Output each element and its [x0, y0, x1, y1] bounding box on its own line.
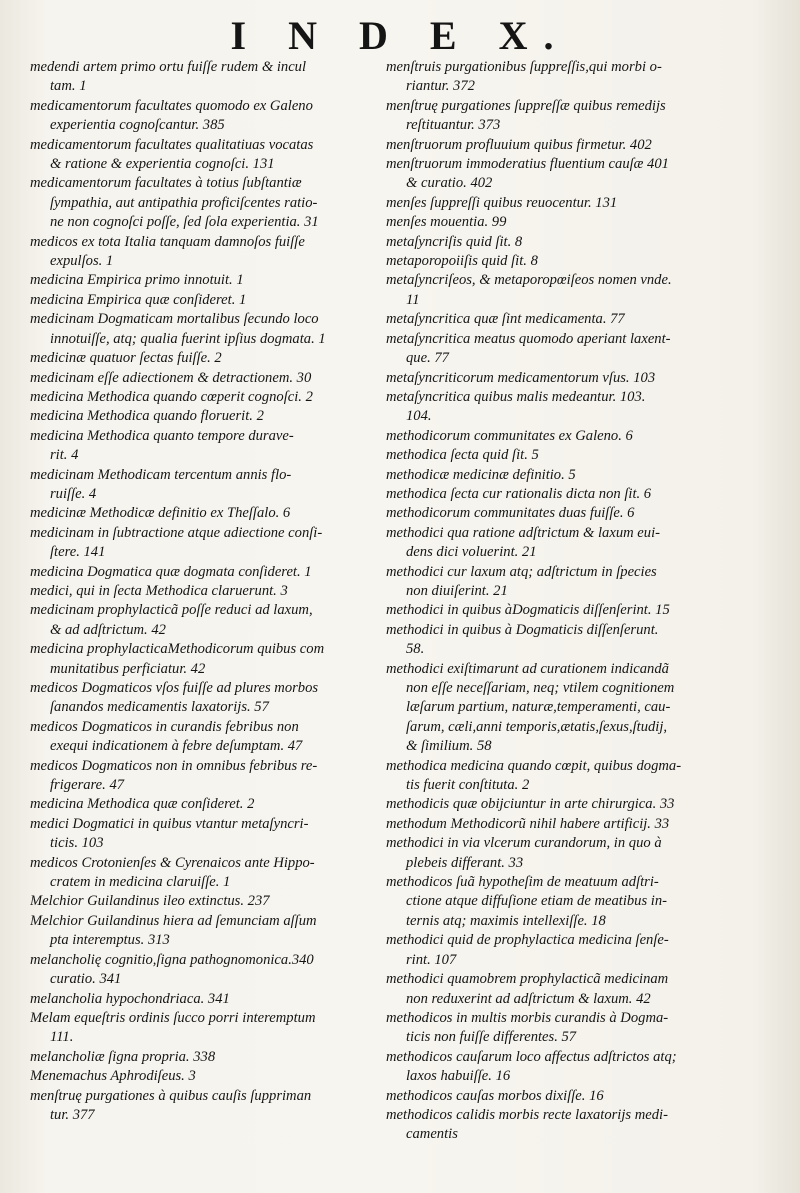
index-entry-continuation: frigerare. 47 [50, 777, 125, 794]
index-entry [386, 795, 714, 814]
index-entry-text: menſtruorum profluuium quibus firmetur. 402 [386, 136, 652, 153]
index-entry [30, 310, 378, 349]
index-entry-text: methodici in quibus à Dogmaticis diſſenſerunt. [386, 621, 659, 638]
index-entry [386, 233, 714, 252]
index-entry-text: menſes mouentia. 99 [386, 214, 507, 231]
index-entry-continuation: tur. 377 [50, 1106, 95, 1123]
index-entry-continuation: pta interemptus. 313 [50, 932, 170, 949]
index-entry-text: medicinam eſſe adiectionem & detractionem. 30 [30, 369, 312, 386]
index-entry-text: metaſyncritica quæ ſint medicamenta. 77 [386, 311, 625, 328]
index-entry-text: medicina Methodica quæ conſideret. 2 [30, 796, 255, 813]
index-entry-text: methodica ſecta quid ſit. 5 [386, 447, 539, 464]
index-entry-text: medicina Empirica quæ conſideret. 1 [30, 291, 247, 308]
index-entry-continuation: 58. [406, 641, 425, 658]
right-column [386, 58, 714, 1145]
index-entry-text: methodici qua ratione adſtrictum & laxum eui- [386, 524, 660, 541]
index-entry-continuation: experientia cognoſcantur. 385 [50, 117, 225, 134]
index-entry-continuation: non diuiſerint. 21 [406, 582, 508, 599]
index-entry [386, 330, 714, 369]
index-entry-text: medici Dogmatici in quibus vtantur metaſyncri- [30, 815, 309, 832]
index-entry [386, 504, 714, 523]
index-entry-text: melancholiæ ſigna propria. 338 [30, 1048, 216, 1065]
index-entry-continuation: 11 [406, 291, 420, 308]
index-entry-text: medici, qui in ſecta Methodica claruerunt. 3 [30, 582, 288, 599]
index-entry [30, 757, 378, 796]
index-entry-text: methodicæ medicinæ definitio. 5 [386, 466, 576, 483]
index-entry-continuation: ſanandos medicamentis laxatorijs. 57 [50, 699, 269, 716]
index-entry [386, 873, 714, 931]
index-entry [30, 640, 378, 679]
index-entry [386, 815, 714, 834]
index-entry [386, 310, 714, 329]
index-entry-text: methodici cur laxum atq; adſtrictum in ſpecies [386, 563, 657, 580]
index-entry-text: medicinam prophylacticã poſſe reduci ad laxum, [30, 602, 313, 619]
index-entry-text: methodum Methodicorũ nihil habere artificij. 33 [386, 815, 670, 832]
index-entry [30, 58, 378, 97]
index-entry [386, 446, 714, 465]
index-entry [30, 407, 378, 426]
index-entry-continuation: expulſos. 1 [50, 253, 114, 270]
index-entry-text: menſtruę purgationes à quibus cauſis ſuppriman [30, 1087, 312, 1104]
index-entry-text: metaſyncriſis quid ſit. 8 [386, 233, 523, 250]
index-entry [386, 485, 714, 504]
index-entry-continuation: & ad adſtrictum. 42 [50, 621, 166, 638]
index-entry-text: metaſyncritica meatus quomodo aperiant laxent- [386, 330, 671, 347]
index-entry-continuation: riantur. 372 [406, 78, 475, 95]
index-entry-text: medicos ex tota Italia tanquam damnoſos fuiſſe [30, 233, 305, 250]
index-entry-continuation: ternis atq; maximis intellexiſſe. 18 [406, 912, 606, 929]
index-entry-continuation: 104. [406, 408, 432, 425]
index-entry-text: Melam equeſtris ordinis ſucco porri interemptum [30, 1009, 316, 1026]
index-entry-text: Melchior Guilandinus hiera ad ſemunciam aſſum [30, 912, 317, 929]
index-entry [30, 912, 378, 951]
index-entry [386, 213, 714, 232]
index-entry-text: menſtruis purgationibus ſuppreſſis,qui morbi o- [386, 59, 662, 75]
index-entry-continuation: laxos habuiſſe. 16 [406, 1068, 511, 1085]
index-entry [30, 718, 378, 757]
index-entry-text: melancholię cognitio,ſigna pathognomonica.340 [30, 951, 314, 968]
index-entry-text: medicamentorum facultates qualitatiuas vocatas [30, 136, 314, 153]
index-entry [386, 757, 714, 796]
index-entry-text: methodici quamobrem prophylacticã medicinam [386, 971, 669, 988]
index-entry [386, 369, 714, 388]
index-entry-continuation: tis fuerit conſtituta. 2 [406, 777, 530, 794]
index-entry [30, 563, 378, 582]
index-entry [386, 660, 714, 757]
index-entry-continuation: ſympathia, aut antipathia proficiſcentes ratio- [50, 194, 318, 211]
index-entry [386, 1048, 714, 1087]
index-entry-text: medicamentorum facultates quomodo ex Galeno [30, 97, 313, 114]
index-entry [30, 582, 378, 601]
index-entry-text: menſes ſuppreſſi quibus reuocentur. 131 [386, 194, 618, 211]
index-entry [386, 1106, 714, 1145]
index-entry [386, 466, 714, 485]
index-entry-text: metaſyncriſeos, & metaporopœiſeos nomen vnde. [386, 272, 672, 289]
index-entry-continuation: que. 77 [406, 350, 449, 367]
index-entry-continuation: ruiſſe. 4 [50, 485, 97, 502]
index-entry-continuation: plebeis differant. 33 [406, 854, 524, 871]
index-entry-text: metaſyncriticorum medicamentorum vſus. 103 [386, 369, 656, 386]
index-entry-text: methodicos cauſas morbos dixiſſe. 16 [386, 1087, 604, 1104]
index-entry-text: medicina Methodica quanto tempore durave- [30, 427, 294, 444]
index-entry-continuation: innotuiſſe, atq; qualia fuerint ipſius dogmata. 1 [50, 330, 326, 347]
index-entry-text: menſtruę purgationes ſuppreſſæ quibus remedijs [386, 97, 666, 114]
index-entry [386, 601, 714, 620]
index-entry-text: medicos Dogmaticos non in omnibus febribus re- [30, 757, 318, 774]
index-entry-text: methodicorum communitates ex Galeno. 6 [386, 427, 633, 444]
index-entry-text: methodicorum communitates duas fuiſſe. 6 [386, 505, 635, 522]
index-entry-text: medendi artem primo ortu fuiſſe rudem & incul [30, 59, 307, 75]
index-entry [30, 97, 378, 136]
index-entry [386, 1009, 714, 1048]
index-entry [30, 990, 378, 1009]
index-entry-continuation: non reduxerint ad adſtrictum & laxum. 42 [406, 990, 651, 1007]
index-entry-text: Menemachus Aphrodiſeus. 3 [30, 1068, 196, 1085]
index-entry-continuation: ne non cognoſci poſſe, ſed ſola experientia. 31 [50, 214, 319, 231]
index-entry [386, 834, 714, 873]
index-entry [30, 349, 378, 368]
index-entry-continuation: non eſſe neceſſariam, neq; vtilem cognitionem [406, 680, 675, 696]
index-entry [30, 524, 378, 563]
index-entry-continuation: ticis non fuiſſe differentes. 57 [406, 1029, 577, 1046]
index-entry [30, 951, 378, 990]
index-entry [30, 1087, 378, 1126]
index-entry [386, 970, 714, 1009]
index-entry-continuation: munitatibus perficiatur. 42 [50, 660, 206, 677]
index-entry-continuation: exequi indicationem à febre deſumptam. 47 [50, 738, 303, 755]
index-entry-continuation: & ratione & experientia cognoſci. 131 [50, 156, 275, 173]
index-entry [386, 388, 714, 427]
index-entry-continuation: rint. 107 [406, 951, 457, 968]
index-entry [30, 601, 378, 640]
index-entry [30, 136, 378, 175]
index-entry-continuation: ſtere. 141 [50, 544, 106, 561]
index-entry-text: methodicos cauſarum loco affectus adſtrictos atq; [386, 1048, 677, 1065]
index-entry [30, 466, 378, 505]
index-entry-text: medicinam Methodicam tercentum annis flo- [30, 466, 292, 483]
index-entry [30, 388, 378, 407]
index-entry [30, 795, 378, 814]
index-entry [386, 563, 714, 602]
index-entry-text: medicamentorum facultates à totius ſubſtantiæ [30, 175, 302, 192]
index-entry [386, 427, 714, 446]
index-entry-continuation: læſarum partium, naturæ,temperamenti, cau- [406, 699, 671, 716]
index-entry-text: methodicis quæ obijciuntur in arte chirurgica. 33 [386, 796, 675, 813]
index-entry-text: medicina Empirica primo innotuit. 1 [30, 272, 244, 289]
index-entry-text: methodicos in multis morbis curandis à Dogma- [386, 1009, 669, 1026]
index-entry-text: medicina Methodica quando cœperit cognoſci. 2 [30, 388, 313, 405]
index-entry [30, 174, 378, 232]
index-entry-text: medicinam Dogmaticam mortalibus ſecundo loco [30, 311, 319, 328]
index-entry [30, 679, 378, 718]
index-entry-continuation: & ſimilium. 58 [406, 738, 492, 755]
index-entry [386, 1087, 714, 1106]
index-entry-continuation: & curatio. 402 [406, 175, 493, 192]
index-entry-text: medicos Dogmaticos vſos fuiſſe ad plures morbos [30, 680, 319, 696]
index-entry-text: melancholia hypochondriaca. 341 [30, 990, 230, 1007]
index-entry-text: medicinæ Methodicæ definitio ex Theſſalo. 6 [30, 505, 291, 522]
index-entry-continuation: rit. 4 [50, 447, 79, 464]
page-title: I N D E X. [230, 13, 570, 58]
index-entry-text: metaporopoiiſis quid ſit. 8 [386, 253, 538, 270]
index-entry-text: medicinæ quatuor ſectas fuiſſe. 2 [30, 350, 222, 367]
index-entry-continuation: curatio. 341 [50, 971, 122, 988]
index-entry-continuation: camentis [406, 1126, 458, 1143]
index-entry-text: Melchior Guilandinus ileo extinctus. 237 [30, 893, 270, 910]
index-entry-text: methodici in quibus àDogmaticis diſſenſerint. 15 [386, 602, 670, 619]
index-entry-continuation: reſtituantur. 373 [406, 117, 501, 134]
index-entry [30, 291, 378, 310]
index-entry-continuation: 111. [50, 1029, 74, 1046]
index-entry [386, 58, 714, 97]
index-entry [30, 892, 378, 911]
index-entry [386, 252, 714, 271]
index-entry-text: medicina Methodica quando floruerit. 2 [30, 408, 264, 425]
index-entry-text: methodica medicina quando cœpit, quibus dogma- [386, 757, 682, 774]
index-entry [30, 427, 378, 466]
index-entry [30, 1009, 378, 1048]
index-entry [30, 815, 378, 854]
index-entry-text: medicina prophylacticaMethodicorum quibus com [30, 641, 325, 658]
index-entry [30, 233, 378, 272]
index-entry-text: methodici exiſtimarunt ad curationem indicandã [386, 660, 669, 677]
index-entry-text: methodicos ſuã hypotheſim de meatuum adſtri- [386, 874, 659, 891]
index-entry [30, 369, 378, 388]
left-column [30, 58, 378, 1125]
index-entry [30, 504, 378, 523]
index-entry [30, 1048, 378, 1067]
index-entry [30, 854, 378, 893]
index-entry [386, 524, 714, 563]
index-entry [386, 931, 714, 970]
index-entry [386, 194, 714, 213]
index-entry-text: medicina Dogmatica quæ dogmata conſideret. 1 [30, 563, 312, 580]
index-entry [30, 271, 378, 290]
index-entry-continuation: ticis. 103 [50, 835, 104, 852]
index-entry-continuation: dens dici voluerint. 21 [406, 544, 537, 561]
index-entry-text: methodici quid de prophylactica medicina ſenſe- [386, 932, 669, 949]
index-entry-text: medicos Dogmaticos in curandis febribus non [30, 718, 299, 735]
index-entry [386, 621, 714, 660]
index-entry [386, 155, 714, 194]
index-entry-text: menſtruorum immoderatius fluentium cauſæ 401 [386, 156, 669, 173]
index-entry-text: metaſyncritica quibus malis medeantur. 103. [386, 388, 646, 405]
index-entry [386, 271, 714, 310]
index-entry [386, 97, 714, 136]
index-entry-text: methodicos calidis morbis recte laxatorijs medi- [386, 1106, 668, 1123]
index-entry-continuation: ſarum, cæli,anni temporis,ætatis,ſexus,ſtudij, [406, 718, 668, 735]
index-entry-continuation: cratem in medicina claruiſſe. 1 [50, 874, 231, 891]
index-entry-text: methodici in via vlcerum curandorum, in quo à [386, 835, 662, 852]
index-entry [30, 1067, 378, 1086]
index-entry-text: medicinam in ſubtractione atque adiectione conſi- [30, 524, 323, 541]
index-entry-text: methodica ſecta cur rationalis dicta non ſit. 6 [386, 485, 652, 502]
index-entry [386, 136, 714, 155]
index-entry-continuation: tam. 1 [50, 78, 87, 95]
index-entry-continuation: ctione atque diffuſione etiam de meatibus in- [406, 893, 668, 910]
index-entry-text: medicos Crotonienſes & Cyrenaicos ante Hippo- [30, 854, 315, 871]
